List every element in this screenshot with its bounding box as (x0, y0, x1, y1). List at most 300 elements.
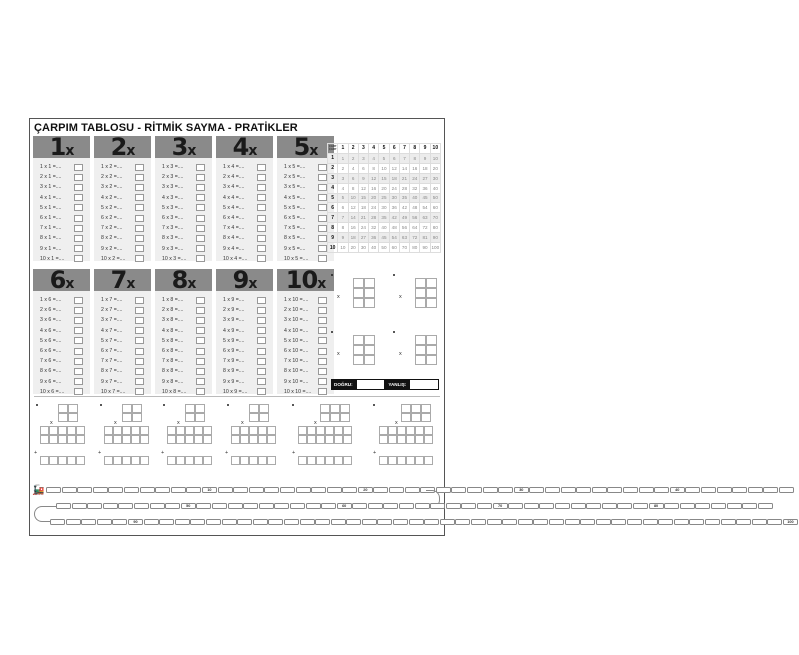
answer-box[interactable] (318, 204, 327, 211)
answer-box[interactable] (74, 204, 83, 211)
counting-cell[interactable] (249, 487, 264, 493)
digit-box[interactable] (167, 456, 176, 465)
digit-box[interactable] (49, 456, 58, 465)
digit-box[interactable] (325, 426, 334, 435)
counting-cell[interactable] (455, 519, 470, 525)
digit-box[interactable] (316, 435, 325, 444)
counting-cell[interactable] (518, 519, 533, 525)
counting-cell[interactable]: 100 (783, 519, 798, 525)
digit-box[interactable] (397, 435, 406, 444)
answer-box[interactable] (74, 235, 83, 242)
counting-cell[interactable] (477, 503, 492, 509)
counting-cell[interactable] (103, 503, 118, 509)
digit-box[interactable] (307, 456, 316, 465)
digit-box[interactable] (415, 426, 424, 435)
digit-box[interactable] (113, 426, 122, 435)
digit-box[interactable] (185, 404, 195, 413)
counting-cell[interactable] (144, 519, 159, 525)
answer-box[interactable] (196, 245, 205, 252)
counting-cell[interactable] (639, 487, 654, 493)
digit-box[interactable] (258, 435, 267, 444)
digit-box[interactable] (267, 426, 276, 435)
counting-cell[interactable] (483, 487, 498, 493)
counting-cell[interactable] (586, 503, 601, 509)
counting-cell[interactable] (471, 519, 486, 525)
digit-box[interactable] (426, 298, 437, 308)
counting-cell[interactable] (373, 487, 388, 493)
digit-box[interactable] (316, 426, 325, 435)
answer-box[interactable] (196, 327, 205, 334)
digit-box[interactable] (259, 413, 269, 422)
counting-cell[interactable] (212, 503, 227, 509)
answer-box[interactable] (318, 378, 327, 385)
counting-cell[interactable] (72, 503, 87, 509)
counting-cell[interactable] (555, 503, 570, 509)
digit-box[interactable] (203, 426, 212, 435)
counting-cell[interactable] (222, 519, 237, 525)
counting-cell[interactable] (643, 519, 658, 525)
answer-box[interactable] (196, 317, 205, 324)
answer-box[interactable] (257, 327, 266, 334)
answer-box[interactable] (318, 307, 327, 314)
counting-cell[interactable] (758, 503, 773, 509)
digit-box[interactable] (249, 426, 258, 435)
counting-cell[interactable] (424, 519, 439, 525)
digit-box[interactable] (185, 426, 194, 435)
digit-box[interactable] (298, 456, 307, 465)
answer-box[interactable] (74, 225, 83, 232)
digit-box[interactable] (131, 426, 140, 435)
counting-cell[interactable] (685, 487, 700, 493)
answer-box[interactable] (196, 215, 205, 222)
answer-box[interactable] (257, 174, 266, 181)
counting-cell[interactable] (342, 487, 357, 493)
digit-box[interactable] (122, 413, 132, 422)
answer-box[interactable] (135, 368, 144, 375)
digit-box[interactable] (176, 456, 185, 465)
digit-box[interactable] (185, 435, 194, 444)
digit-box[interactable] (58, 413, 68, 422)
answer-box[interactable] (135, 255, 144, 262)
counting-cell[interactable] (175, 519, 190, 525)
answer-box[interactable] (74, 174, 83, 181)
counting-cell[interactable] (124, 487, 139, 493)
answer-box[interactable] (135, 358, 144, 365)
counting-cell[interactable] (97, 519, 112, 525)
answer-box[interactable] (135, 337, 144, 344)
digit-box[interactable] (167, 435, 176, 444)
counting-cell[interactable] (77, 487, 92, 493)
answer-box[interactable] (74, 245, 83, 252)
counting-cell[interactable] (237, 519, 252, 525)
digit-box[interactable] (379, 435, 388, 444)
answer-box[interactable] (196, 307, 205, 314)
digit-box[interactable] (415, 278, 426, 288)
digit-box[interactable] (353, 288, 364, 298)
counting-cell[interactable]: 60 (337, 503, 352, 509)
digit-box[interactable] (406, 456, 415, 465)
digit-box[interactable] (379, 456, 388, 465)
answer-box[interactable] (196, 358, 205, 365)
counting-cell[interactable] (549, 519, 564, 525)
digit-box[interactable] (411, 404, 421, 413)
digit-box[interactable] (122, 435, 131, 444)
answer-box[interactable] (318, 255, 327, 262)
answer-box[interactable] (257, 235, 266, 242)
digit-box[interactable] (203, 435, 212, 444)
counting-cell[interactable] (409, 519, 424, 525)
digit-box[interactable] (58, 404, 68, 413)
answer-box[interactable] (257, 378, 266, 385)
digit-box[interactable] (364, 298, 375, 308)
counting-cell[interactable] (190, 519, 205, 525)
answer-box[interactable] (318, 368, 327, 375)
answer-box[interactable] (257, 388, 266, 395)
counting-cell[interactable] (150, 503, 165, 509)
answer-box[interactable] (74, 194, 83, 201)
digit-box[interactable] (364, 345, 375, 355)
digit-box[interactable] (415, 298, 426, 308)
answer-box[interactable] (196, 194, 205, 201)
digit-box[interactable] (132, 404, 142, 413)
digit-box[interactable] (325, 435, 334, 444)
counting-cell[interactable] (533, 519, 548, 525)
digit-box[interactable] (388, 435, 397, 444)
digit-box[interactable] (249, 456, 258, 465)
answer-box[interactable] (257, 204, 266, 211)
digit-box[interactable] (353, 335, 364, 345)
answer-box[interactable] (257, 194, 266, 201)
counting-cell[interactable] (93, 487, 108, 493)
digit-box[interactable] (76, 426, 85, 435)
counting-cell[interactable] (331, 519, 346, 525)
counting-cell[interactable]: 50 (181, 503, 196, 509)
counting-cell[interactable] (498, 487, 513, 493)
counting-cell[interactable] (306, 503, 321, 509)
counting-cell[interactable] (617, 503, 632, 509)
digit-box[interactable] (194, 426, 203, 435)
counting-cell[interactable] (592, 487, 607, 493)
counting-cell[interactable] (561, 487, 576, 493)
digit-box[interactable] (343, 426, 352, 435)
digit-box[interactable] (401, 413, 411, 422)
counting-cell[interactable]: 80 (649, 503, 664, 509)
counting-cell[interactable] (607, 487, 622, 493)
answer-box[interactable] (135, 235, 144, 242)
digit-box[interactable] (131, 435, 140, 444)
digit-box[interactable] (40, 456, 49, 465)
counting-cell[interactable] (529, 487, 544, 493)
digit-box[interactable] (397, 456, 406, 465)
digit-box[interactable] (415, 435, 424, 444)
counting-cell[interactable] (296, 487, 311, 493)
answer-box[interactable] (74, 327, 83, 334)
digit-box[interactable] (334, 456, 343, 465)
counting-cell[interactable] (689, 519, 704, 525)
digit-box[interactable] (334, 435, 343, 444)
counting-cell[interactable]: 20 (358, 487, 373, 493)
answer-box[interactable] (257, 368, 266, 375)
answer-box[interactable] (135, 378, 144, 385)
counting-cell[interactable] (46, 487, 61, 493)
counting-cell[interactable] (264, 487, 279, 493)
counting-cell[interactable] (545, 487, 560, 493)
digit-box[interactable] (40, 435, 49, 444)
digit-box[interactable] (49, 435, 58, 444)
answer-box[interactable] (135, 225, 144, 232)
counting-cell[interactable] (430, 503, 445, 509)
digit-box[interactable] (113, 456, 122, 465)
answer-box[interactable] (196, 348, 205, 355)
counting-cell[interactable] (140, 487, 155, 493)
answer-box[interactable] (74, 255, 83, 262)
digit-box[interactable] (67, 426, 76, 435)
digit-box[interactable] (353, 355, 364, 365)
answer-box[interactable] (135, 307, 144, 314)
counting-cell[interactable] (736, 519, 751, 525)
answer-box[interactable] (196, 368, 205, 375)
digit-box[interactable] (426, 278, 437, 288)
counting-cell[interactable] (118, 503, 133, 509)
answer-box[interactable] (318, 388, 327, 395)
counting-cell[interactable] (596, 519, 611, 525)
counting-cell[interactable] (539, 503, 554, 509)
answer-box[interactable] (318, 164, 327, 171)
answer-box[interactable] (196, 235, 205, 242)
digit-box[interactable] (353, 298, 364, 308)
digit-box[interactable] (104, 435, 113, 444)
answer-box[interactable] (318, 174, 327, 181)
digit-box[interactable] (340, 404, 350, 413)
counting-cell[interactable] (196, 503, 211, 509)
counting-cell[interactable] (779, 487, 794, 493)
counting-cell[interactable] (705, 519, 720, 525)
digit-box[interactable] (231, 426, 240, 435)
answer-box[interactable] (196, 225, 205, 232)
counting-cell[interactable] (206, 519, 221, 525)
counting-cell[interactable] (233, 487, 248, 493)
counting-cell[interactable] (701, 487, 716, 493)
counting-cell[interactable] (633, 503, 648, 509)
counting-cell[interactable] (290, 503, 305, 509)
counting-cell[interactable] (228, 503, 243, 509)
digit-box[interactable] (340, 413, 350, 422)
answer-box[interactable] (135, 327, 144, 334)
counting-cell[interactable] (311, 487, 326, 493)
counting-cell[interactable] (393, 519, 408, 525)
digit-box[interactable] (249, 404, 259, 413)
counting-cell[interactable]: 40 (670, 487, 685, 493)
answer-box[interactable] (257, 358, 266, 365)
digit-box[interactable] (330, 413, 340, 422)
counting-cell[interactable] (268, 519, 283, 525)
digit-box[interactable] (421, 413, 431, 422)
answer-box[interactable] (318, 194, 327, 201)
answer-box[interactable] (257, 225, 266, 232)
counting-cell[interactable] (711, 503, 726, 509)
digit-box[interactable] (67, 435, 76, 444)
digit-box[interactable] (122, 426, 131, 435)
digit-box[interactable] (406, 426, 415, 435)
counting-cell[interactable] (602, 503, 617, 509)
answer-box[interactable] (196, 174, 205, 181)
digit-box[interactable] (104, 426, 113, 435)
answer-box[interactable] (318, 225, 327, 232)
answer-box[interactable] (135, 297, 144, 304)
digit-box[interactable] (415, 288, 426, 298)
counting-cell[interactable] (571, 503, 586, 509)
digit-box[interactable] (195, 404, 205, 413)
answer-box[interactable] (318, 348, 327, 355)
counting-cell[interactable] (352, 503, 367, 509)
answer-box[interactable] (318, 235, 327, 242)
digit-box[interactable] (113, 435, 122, 444)
counting-cell[interactable] (742, 503, 757, 509)
digit-box[interactable] (343, 456, 352, 465)
answer-box[interactable] (196, 297, 205, 304)
digit-box[interactable] (67, 456, 76, 465)
counting-cell[interactable] (377, 519, 392, 525)
answer-box[interactable] (135, 215, 144, 222)
digit-box[interactable] (140, 426, 149, 435)
answer-box[interactable] (74, 368, 83, 375)
counting-cell[interactable] (165, 503, 180, 509)
counting-cell[interactable] (446, 503, 461, 509)
counting-cell[interactable] (727, 503, 742, 509)
answer-box[interactable] (74, 358, 83, 365)
counting-cell[interactable] (399, 503, 414, 509)
digit-box[interactable] (195, 413, 205, 422)
digit-box[interactable] (401, 404, 411, 413)
digit-box[interactable] (421, 404, 431, 413)
answer-box[interactable] (257, 215, 266, 222)
digit-box[interactable] (426, 355, 437, 365)
digit-box[interactable] (415, 345, 426, 355)
counting-cell[interactable] (321, 503, 336, 509)
digit-box[interactable] (58, 456, 67, 465)
counting-cell[interactable] (87, 503, 102, 509)
digit-box[interactable] (397, 426, 406, 435)
digit-box[interactable] (167, 426, 176, 435)
counting-cell[interactable] (654, 487, 669, 493)
counting-cell[interactable] (368, 503, 383, 509)
digit-box[interactable] (68, 413, 78, 422)
counting-cell[interactable] (362, 519, 377, 525)
digit-box[interactable] (415, 456, 424, 465)
counting-cell[interactable]: 30 (514, 487, 529, 493)
answer-box[interactable] (74, 297, 83, 304)
digit-box[interactable] (176, 426, 185, 435)
counting-cell[interactable] (383, 503, 398, 509)
digit-box[interactable] (140, 456, 149, 465)
digit-box[interactable] (76, 435, 85, 444)
answer-box[interactable] (318, 245, 327, 252)
digit-box[interactable] (364, 288, 375, 298)
answer-box[interactable] (257, 164, 266, 171)
counting-cell[interactable] (171, 487, 186, 493)
answer-box[interactable] (135, 317, 144, 324)
digit-box[interactable] (249, 413, 259, 422)
answer-box[interactable] (74, 317, 83, 324)
digit-box[interactable] (353, 278, 364, 288)
answer-box[interactable] (74, 184, 83, 191)
digit-box[interactable] (415, 335, 426, 345)
counting-cell[interactable] (467, 487, 482, 493)
counting-cell[interactable] (253, 519, 268, 525)
digit-box[interactable] (259, 404, 269, 413)
digit-box[interactable] (240, 456, 249, 465)
answer-box[interactable] (318, 358, 327, 365)
counting-cell[interactable] (695, 503, 710, 509)
digit-box[interactable] (364, 278, 375, 288)
answer-box[interactable] (196, 184, 205, 191)
answer-box[interactable] (135, 184, 144, 191)
answer-box[interactable] (257, 245, 266, 252)
answer-box[interactable] (74, 215, 83, 222)
digit-box[interactable] (240, 435, 249, 444)
counting-cell[interactable] (576, 487, 591, 493)
counting-cell[interactable]: 70 (493, 503, 508, 509)
digit-box[interactable] (267, 456, 276, 465)
answer-box[interactable] (196, 164, 205, 171)
answer-box[interactable] (257, 297, 266, 304)
digit-box[interactable] (231, 435, 240, 444)
counting-cell[interactable] (508, 503, 523, 509)
answer-box[interactable] (257, 317, 266, 324)
counting-cell[interactable] (274, 503, 289, 509)
counting-cell[interactable] (658, 519, 673, 525)
answer-box[interactable] (135, 204, 144, 211)
digit-box[interactable] (240, 426, 249, 435)
correct-field[interactable] (356, 379, 386, 390)
answer-box[interactable] (135, 194, 144, 201)
digit-box[interactable] (231, 456, 240, 465)
answer-box[interactable] (74, 164, 83, 171)
digit-box[interactable] (415, 355, 426, 365)
counting-cell[interactable] (112, 519, 127, 525)
digit-box[interactable] (49, 426, 58, 435)
digit-box[interactable] (140, 435, 149, 444)
digit-box[interactable] (388, 456, 397, 465)
digit-box[interactable] (104, 456, 113, 465)
answer-box[interactable] (196, 388, 205, 395)
answer-box[interactable] (135, 174, 144, 181)
answer-box[interactable] (318, 317, 327, 324)
digit-box[interactable] (122, 456, 131, 465)
counting-cell[interactable] (66, 519, 81, 525)
digit-box[interactable] (122, 404, 132, 413)
counting-cell[interactable]: 10 (202, 487, 217, 493)
counting-cell[interactable] (524, 503, 539, 509)
answer-box[interactable] (196, 378, 205, 385)
answer-box[interactable] (257, 348, 266, 355)
counting-cell[interactable] (346, 519, 361, 525)
digit-box[interactable] (411, 413, 421, 422)
answer-box[interactable] (135, 388, 144, 395)
counting-cell[interactable] (159, 519, 174, 525)
answer-box[interactable] (318, 184, 327, 191)
counting-cell[interactable] (243, 503, 258, 509)
digit-box[interactable] (258, 426, 267, 435)
counting-cell[interactable] (674, 519, 689, 525)
digit-box[interactable] (176, 435, 185, 444)
digit-box[interactable] (68, 404, 78, 413)
counting-cell[interactable] (623, 487, 638, 493)
counting-cell[interactable] (300, 519, 315, 525)
digit-box[interactable] (424, 456, 433, 465)
answer-box[interactable] (318, 327, 327, 334)
digit-box[interactable] (258, 456, 267, 465)
